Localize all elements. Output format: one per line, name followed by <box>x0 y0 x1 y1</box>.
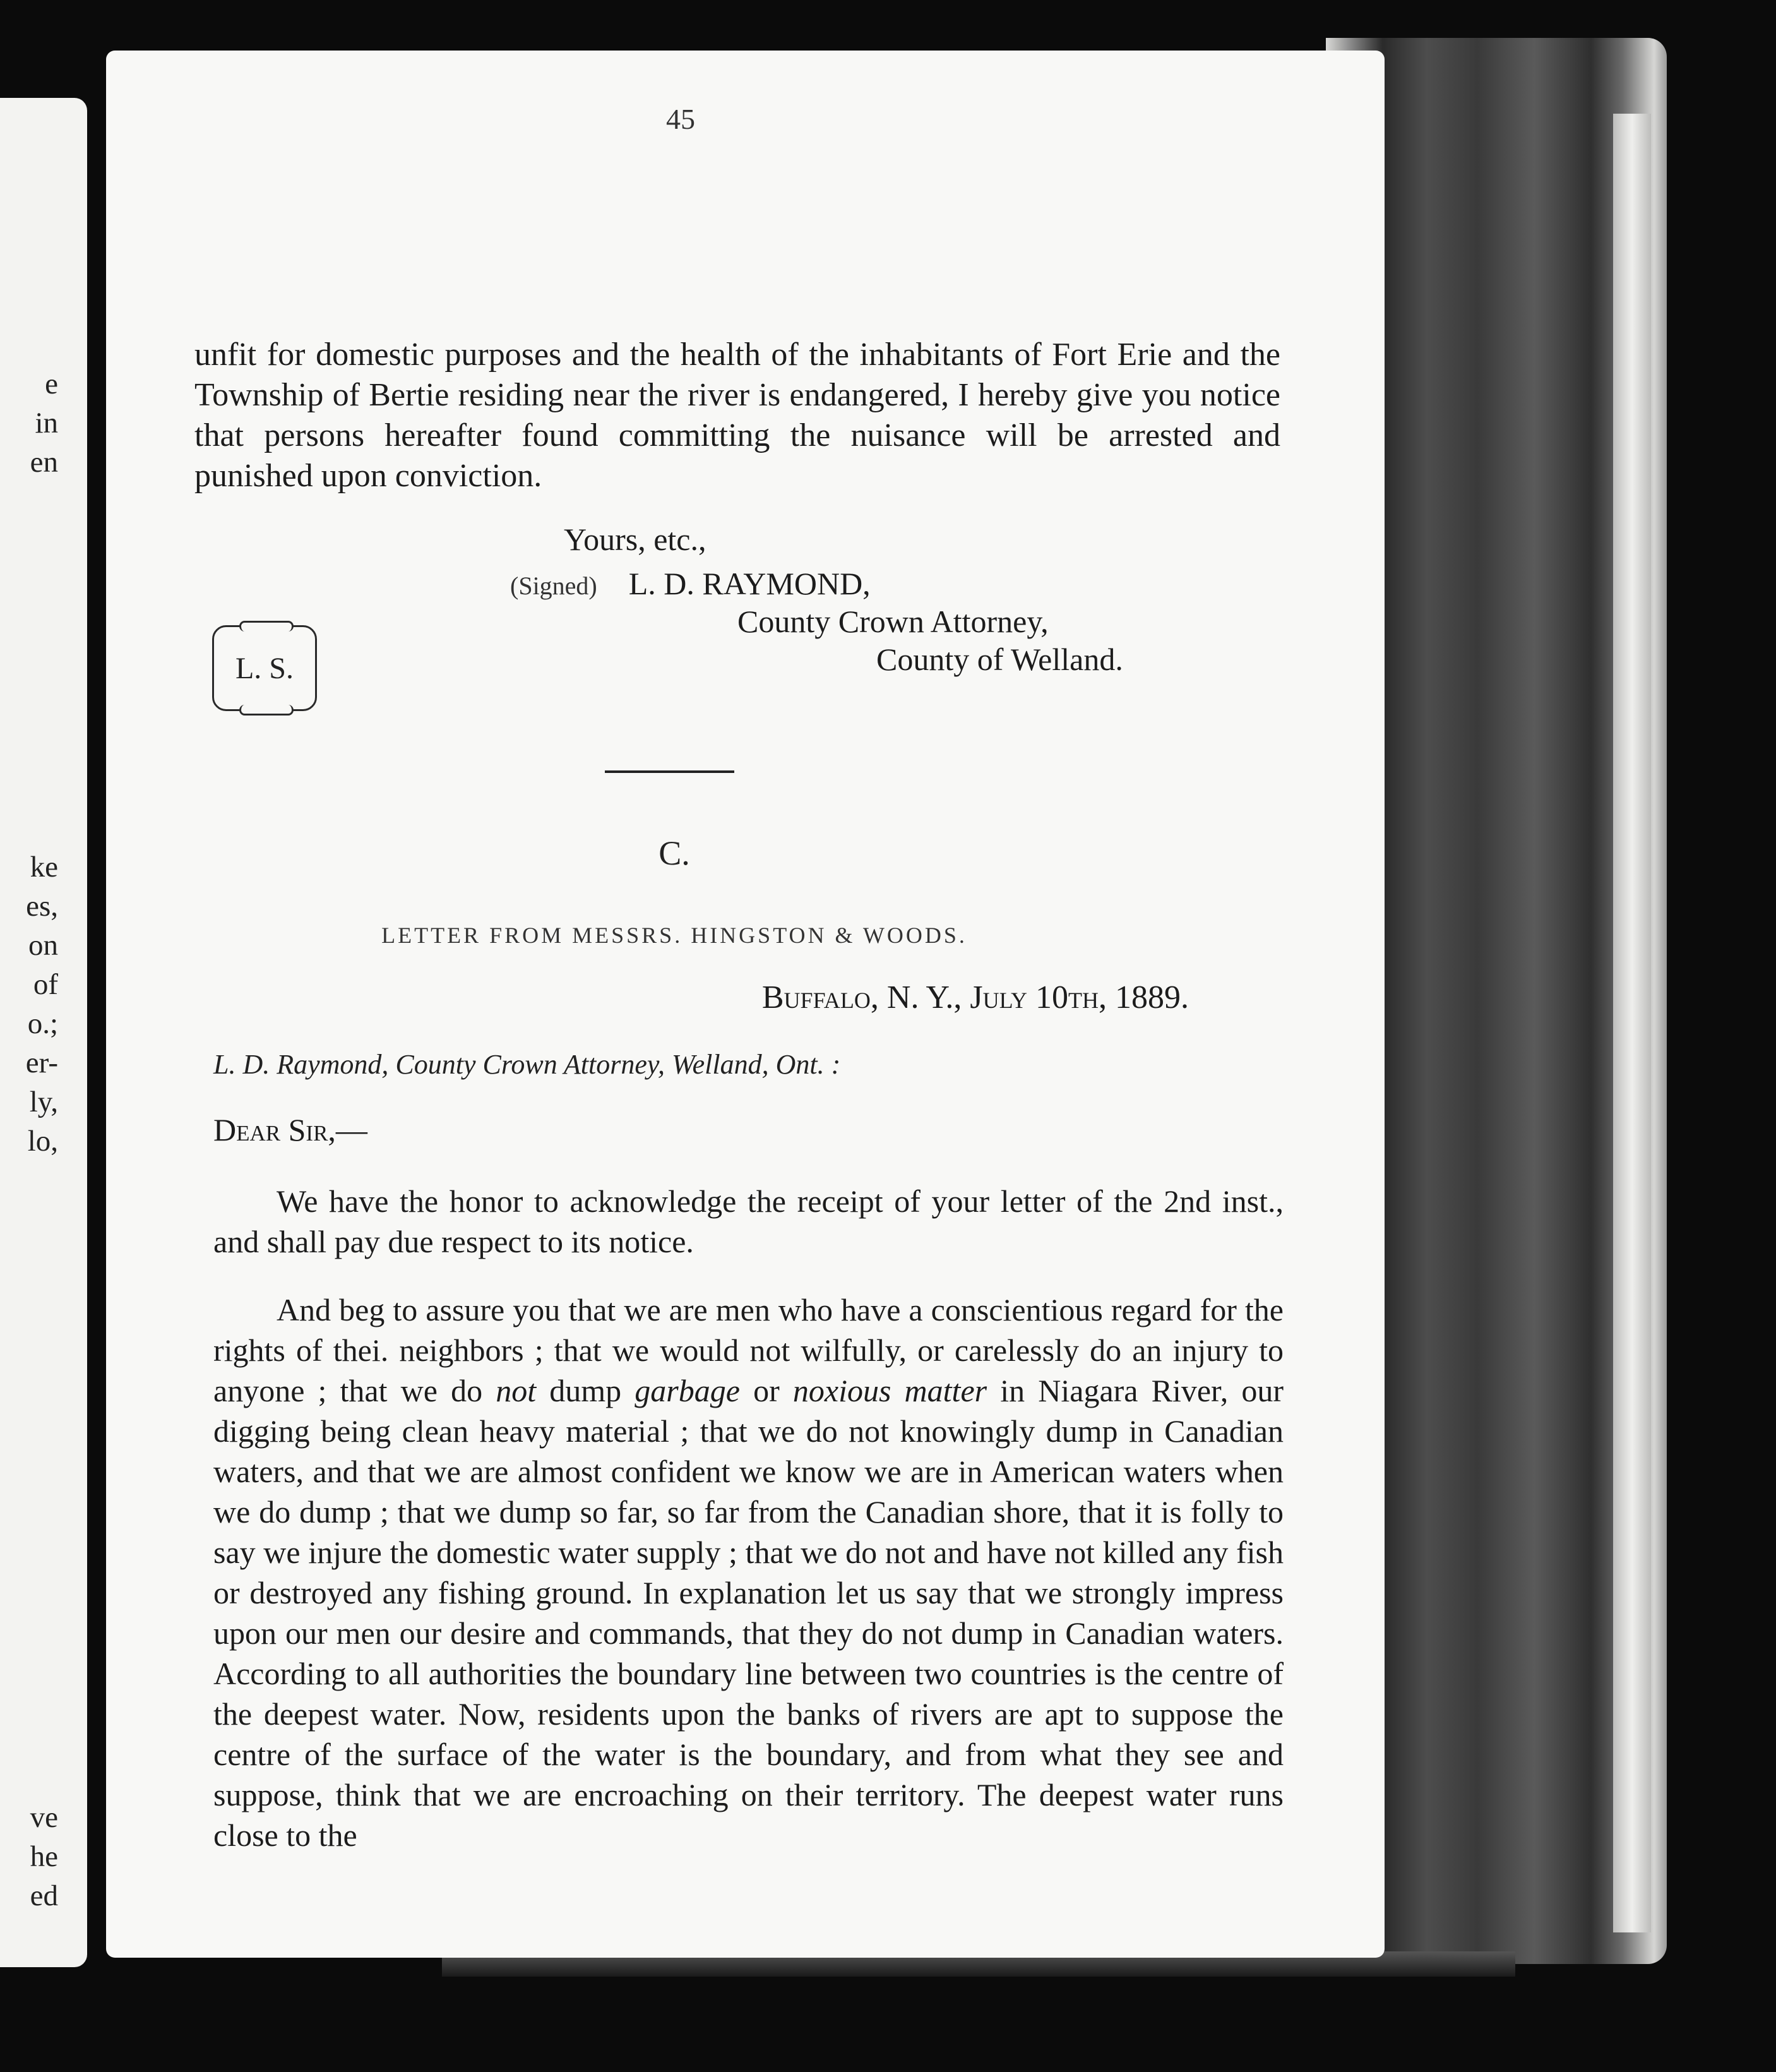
left-page-fragment: er- <box>25 1046 58 1079</box>
emphasis-text: not <box>496 1373 537 1408</box>
right-page <box>106 51 1385 1958</box>
seal-ls <box>212 625 317 711</box>
left-facing-page <box>0 98 87 1967</box>
letter-paragraph <box>213 1290 1284 1855</box>
section-divider-rule <box>605 770 734 773</box>
seal-text: L. S. <box>235 651 294 685</box>
left-page-fragment: of <box>33 968 58 1001</box>
paragraph-text: And beg to assure you that we are men who have a conscientious regard for the rights of thei. neighbors ; that we would not wilfully, or carelessly do an injury to anyone ; that we do <box>213 1292 1284 1408</box>
section-letter: C. <box>659 834 690 872</box>
left-page-fragment: ed <box>30 1879 58 1912</box>
paragraph-text: or <box>739 1373 793 1408</box>
closing-yours: Yours, etc., <box>564 522 706 557</box>
letter-paragraph: We have the honor to acknowledge the receipt of your letter of the 2nd inst., and shall pay due respect to its notice. <box>213 1183 1284 1259</box>
paragraph-text: in Niagara River, our digging being clean heavy material ; that we do not knowingly dump in Canadian waters, and that we are almost confident we know we are in American waters when we do dump ; that we dump so far, so far from the Canadian shore, that it is folly to say we injure the domestic water supply ; that we do not and have not killed any fish or destroyed any fishing ground. In explanation let us say that we strongly impress upon our men our desire and commands, that they do not dump in Canadian waters. According to all authorities the boundary line between two countries is the centre of the deepest water. Now, residents upon the banks of rivers are apt to suppose the centre of the surface of the water is the boundary, and from what they see and suppose, think that we are encroaching on their territory. The deepest water runs close to the <box>213 1373 1284 1853</box>
left-page-fragment: in <box>35 407 58 440</box>
opening-paragraph-block <box>194 335 1280 496</box>
letter-body <box>213 1181 1284 1855</box>
signed-tag: (Signed) <box>510 572 597 600</box>
left-page-fragment: o.; <box>27 1007 58 1040</box>
paragraph-text: dump <box>536 1373 635 1408</box>
closing-signature-line <box>510 565 871 602</box>
signatory-county: County of Welland. <box>876 642 1123 677</box>
emphasis-text: garbage <box>635 1373 740 1408</box>
opening-paragraph: unfit for domestic purposes and the health of the inhabitants of Fort Erie and the Township of Bertie residing near the river is endangered, I hereby give you notice that persons hereafter found committing the nuisance will be arrested and punished upon conviction. <box>194 337 1280 494</box>
dateline: Buffalo, N. Y., July 10th, 1889. <box>761 979 1189 1015</box>
left-page-fragment: ly, <box>29 1086 58 1118</box>
salutation: Dear Sir,— <box>213 1112 367 1147</box>
left-page-fragment: en <box>30 446 58 479</box>
left-page-fragment: ke <box>30 851 58 883</box>
left-page-fragment: es, <box>26 890 58 923</box>
left-page-fragment: e <box>45 368 58 400</box>
left-page-fragment: lo, <box>27 1125 58 1158</box>
emphasis-text: noxious matter <box>792 1373 987 1408</box>
page-number: 45 <box>666 103 695 135</box>
left-page-fragment: on <box>28 929 58 962</box>
left-page-fragment: ve <box>30 1801 58 1834</box>
addressee: L. D. Raymond, County Crown Attorney, Welland, Ont. : <box>213 1049 841 1080</box>
signatory-name: L. D. RAYMOND, <box>628 566 871 601</box>
signatory-title: County Crown Attorney, <box>737 604 1049 639</box>
left-page-fragment: he <box>30 1840 58 1873</box>
book-fore-edge-highlight <box>1613 114 1651 1932</box>
letter-heading: LETTER FROM MESSRS. HINGSTON & WOODS. <box>381 923 967 948</box>
